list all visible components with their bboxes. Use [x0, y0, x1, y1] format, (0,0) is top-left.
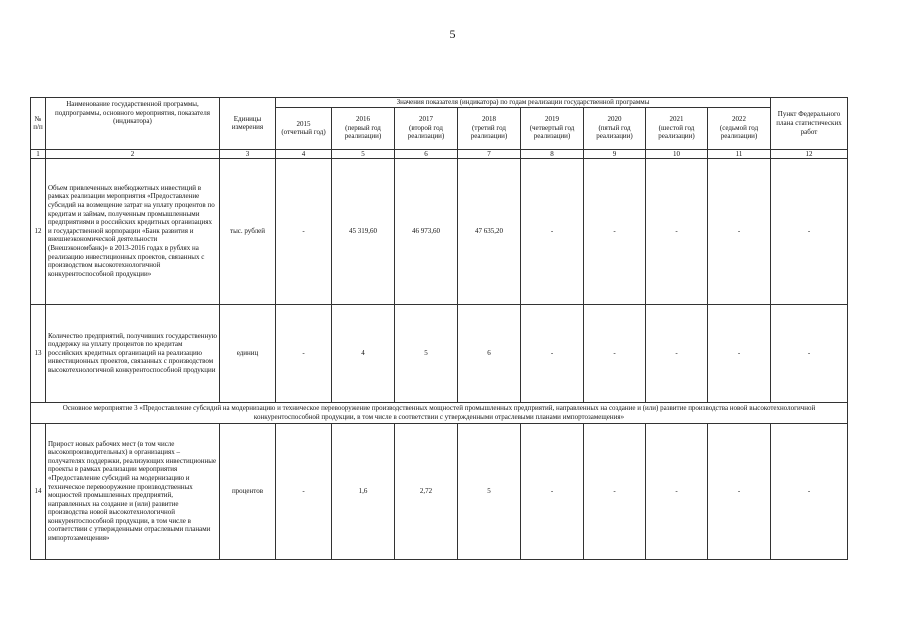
row-number: 13 — [31, 304, 46, 402]
header-plan: Пункт Федерального плана статистических работ — [771, 98, 848, 150]
value-cell: 5 — [458, 423, 521, 559]
column-number: 8 — [521, 149, 584, 158]
section-row — [31, 402, 848, 423]
value-cell: - — [584, 158, 646, 304]
value-cell: - — [646, 158, 708, 304]
year-header: 2022 (седьмой год реализации) — [708, 107, 771, 149]
column-number: 3 — [220, 149, 276, 158]
value-cell: 2,72 — [395, 423, 458, 559]
row-number: 14 — [31, 423, 46, 559]
value-cell: 6 — [458, 304, 521, 402]
row-number: 12 — [31, 158, 46, 304]
value-cell: - — [708, 158, 771, 304]
value-cell: - — [521, 423, 584, 559]
column-number: 7 — [458, 149, 521, 158]
unit-cell: процентов — [220, 423, 276, 559]
value-cell: 1,6 — [332, 423, 395, 559]
page-number: 5 — [449, 27, 456, 41]
year-header: 2017 (второй год реализации) — [395, 107, 458, 149]
column-number: 6 — [395, 149, 458, 158]
year-header: 2015 (отчетный год) — [276, 107, 332, 149]
value-cell: 4 — [332, 304, 395, 402]
column-numbers-row — [31, 149, 848, 158]
value-cell: 5 — [395, 304, 458, 402]
value-cell: - — [584, 304, 646, 402]
column-number: 10 — [646, 149, 708, 158]
table-row — [31, 423, 848, 559]
table-row — [31, 304, 848, 402]
value-cell: 45 319,60 — [332, 158, 395, 304]
header-name: Наименование государственной программы, подпрограммы, основного мероприятия, показателя (индикатора) — [46, 98, 220, 150]
header-num: № п/п — [31, 98, 46, 150]
value-cell: - — [276, 304, 332, 402]
column-number: 12 — [771, 149, 848, 158]
value-cell: - — [708, 423, 771, 559]
indicator-name: Количество предприятий, получивших государственную поддержку на уплату процентов по кредитам российских кредитных организаций на реализацию инвестиционных проектов, связанных с производством высокотехнологичной конкурентоспособной продукции — [46, 304, 220, 402]
year-header: 2018 (третий год реализации) — [458, 107, 521, 149]
column-number: 5 — [332, 149, 395, 158]
plan-cell: - — [771, 304, 848, 402]
column-number: 9 — [584, 149, 646, 158]
indicator-name: Объем привлеченных внебюджетных инвестиций в рамках реализации мероприятия «Предоставление субсидий на возмещение затрат на уплату процентов по кредитам и займам, полученным промышленными предприятиями в российских кредитных организациях и государственной корпорации «Банк развития и внешнеэкономической деятельности (Внешэкономбанк)» в 2013-2016 годах в рублях на реализацию инвестиционных проектов, связанных с производством высокотехнологичной конкурентоспособной продукции» — [46, 158, 220, 304]
column-number: 2 — [46, 149, 220, 158]
value-cell: - — [276, 158, 332, 304]
year-header: 2019 (четвертый год реализации) — [521, 107, 584, 149]
table-row — [31, 158, 848, 304]
value-cell: - — [708, 304, 771, 402]
indicator-name: Прирост новых рабочих мест (в том числе высокопроизводительных) в организациях – получателях поддержки, реализующих инвестиционные проекты в рамках реализации мероприятия «Предоставление субсидий на модернизацию и техническое перевооружение производственных мощностей промышленных предприятий, направленных на создание и (или) развитие производства новой высокотехнологичной конкурентоспособной продукции, в том числе в соответствии с утвержденными отраслевыми планами импортозамещения» — [46, 423, 220, 559]
year-header: 2020 (пятый год реализации) — [584, 107, 646, 149]
value-cell: - — [521, 158, 584, 304]
plan-cell: - — [771, 158, 848, 304]
year-header: 2021 (шестой год реализации) — [646, 107, 708, 149]
unit-cell: тыс. рублей — [220, 158, 276, 304]
plan-cell: - — [771, 423, 848, 559]
value-cell: - — [521, 304, 584, 402]
unit-cell: единиц — [220, 304, 276, 402]
indicators-table — [30, 97, 848, 560]
value-cell: 47 635,20 — [458, 158, 521, 304]
value-cell: - — [276, 423, 332, 559]
header-unit: Единицы измерения — [220, 98, 276, 150]
value-cell: - — [584, 423, 646, 559]
section-title: Основное мероприятие 3 «Предоставление субсидий на модернизацию и техническое перевооружение производственных мощностей промышленных предприятий, направленных на создание и (или) развитие производства новой высокотехнологичной конкурентоспособной продукции, в том числе в соответствии с утвержденными отраслевыми планами импортозамещения» — [31, 402, 848, 423]
value-cell: - — [646, 304, 708, 402]
column-number: 1 — [31, 149, 46, 158]
year-header: 2016 (первый год реализации) — [332, 107, 395, 149]
column-number: 4 — [276, 149, 332, 158]
value-cell: 46 973,60 — [395, 158, 458, 304]
header-values-group: Значения показателя (индикатора) по годам реализации государственной программы — [276, 98, 771, 108]
value-cell: - — [646, 423, 708, 559]
column-number: 11 — [708, 149, 771, 158]
